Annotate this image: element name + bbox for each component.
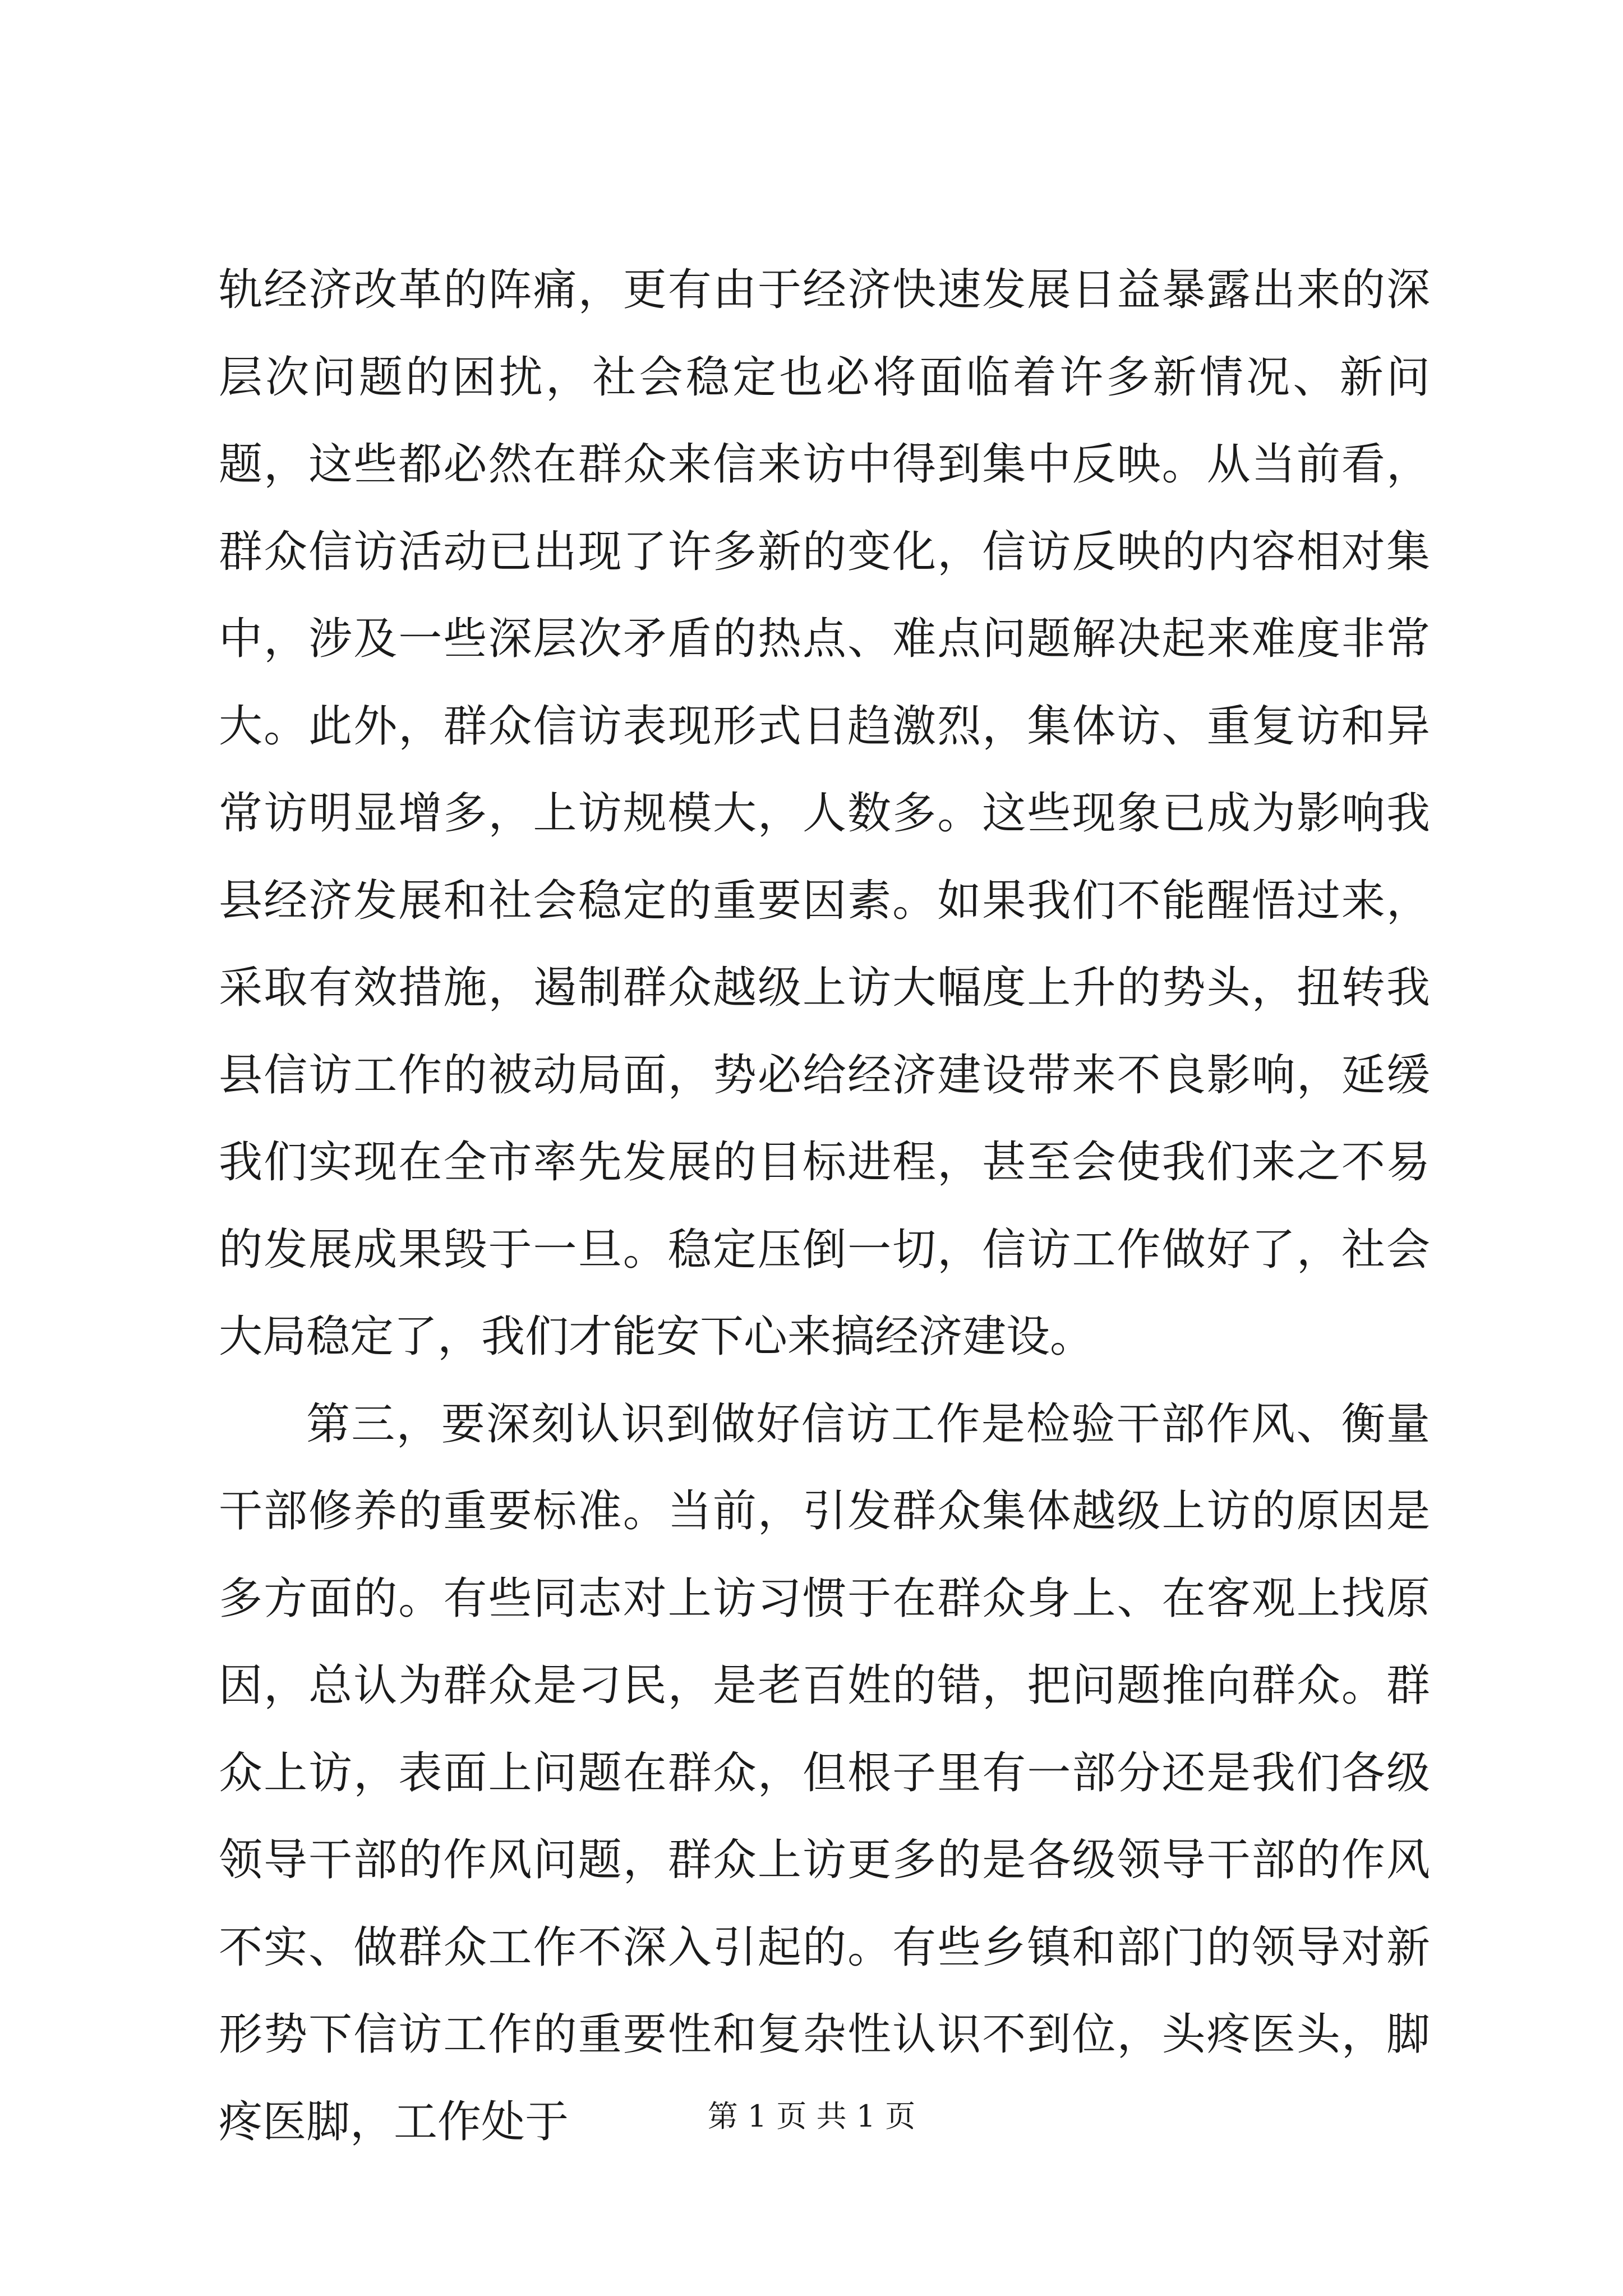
paragraph-2: 第三，要深刻认识到做好信访工作是检验干部作风、衡量干部修养的重要标准。当前，引发群众集体越级上访的原因是多方面的。有些同志对上访习惯于在群众身上、在客观上找原因，总认为群众是刁民，是老百姓的错，把问题推向群众。群众上访，表面上问题在群众，但根子里有一部分还是我们各级领导干部的作风问题，群众上访更多的是各级领导干部的作风不实、做群众工作不深入引起的。有些乡镇和部门的领导对新形势下信访工作的重要性和复杂性认识不到位，头疼医头，脚疼医脚，工作处于 (219, 1398, 1430, 2147)
page-footer: 第 1 页 共 1 页 (707, 2099, 916, 2134)
document-body (219, 247, 1430, 2166)
paragraph-1: 轨经济改革的阵痛，更有由于经济快速发展日益暴露出来的深层次问题的困扰，社会稳定也必将面临着许多新情况、新问题，这些都必然在群众来信来访中得到集中反映。从当前看，群众信访活动已出现了许多新的变化，信访反映的内容相对集中，涉及一些深层次矛盾的热点、难点问题解决起来难度非常大。此外，群众信访表现形式日趋激烈，集体访、重复访和异常访明显增多，上访规模大，人数多。这些现象已成为影响我县经济发展和社会稳定的重要因素。如果我们不能醒悟过来，采取有效措施，遏制群众越级上访大幅度上升的势头，扭转我县信访工作的被动局面，势必给经济建设带来不良影响，延缓我们实现在全市率先发展的目标进程，甚至会使我们来之不易的发展成果毁于一旦。稳定压倒一切，信访工作做好了，社会大局稳定了，我们才能安下心来搞经济建设。 (219, 265, 1430, 1362)
